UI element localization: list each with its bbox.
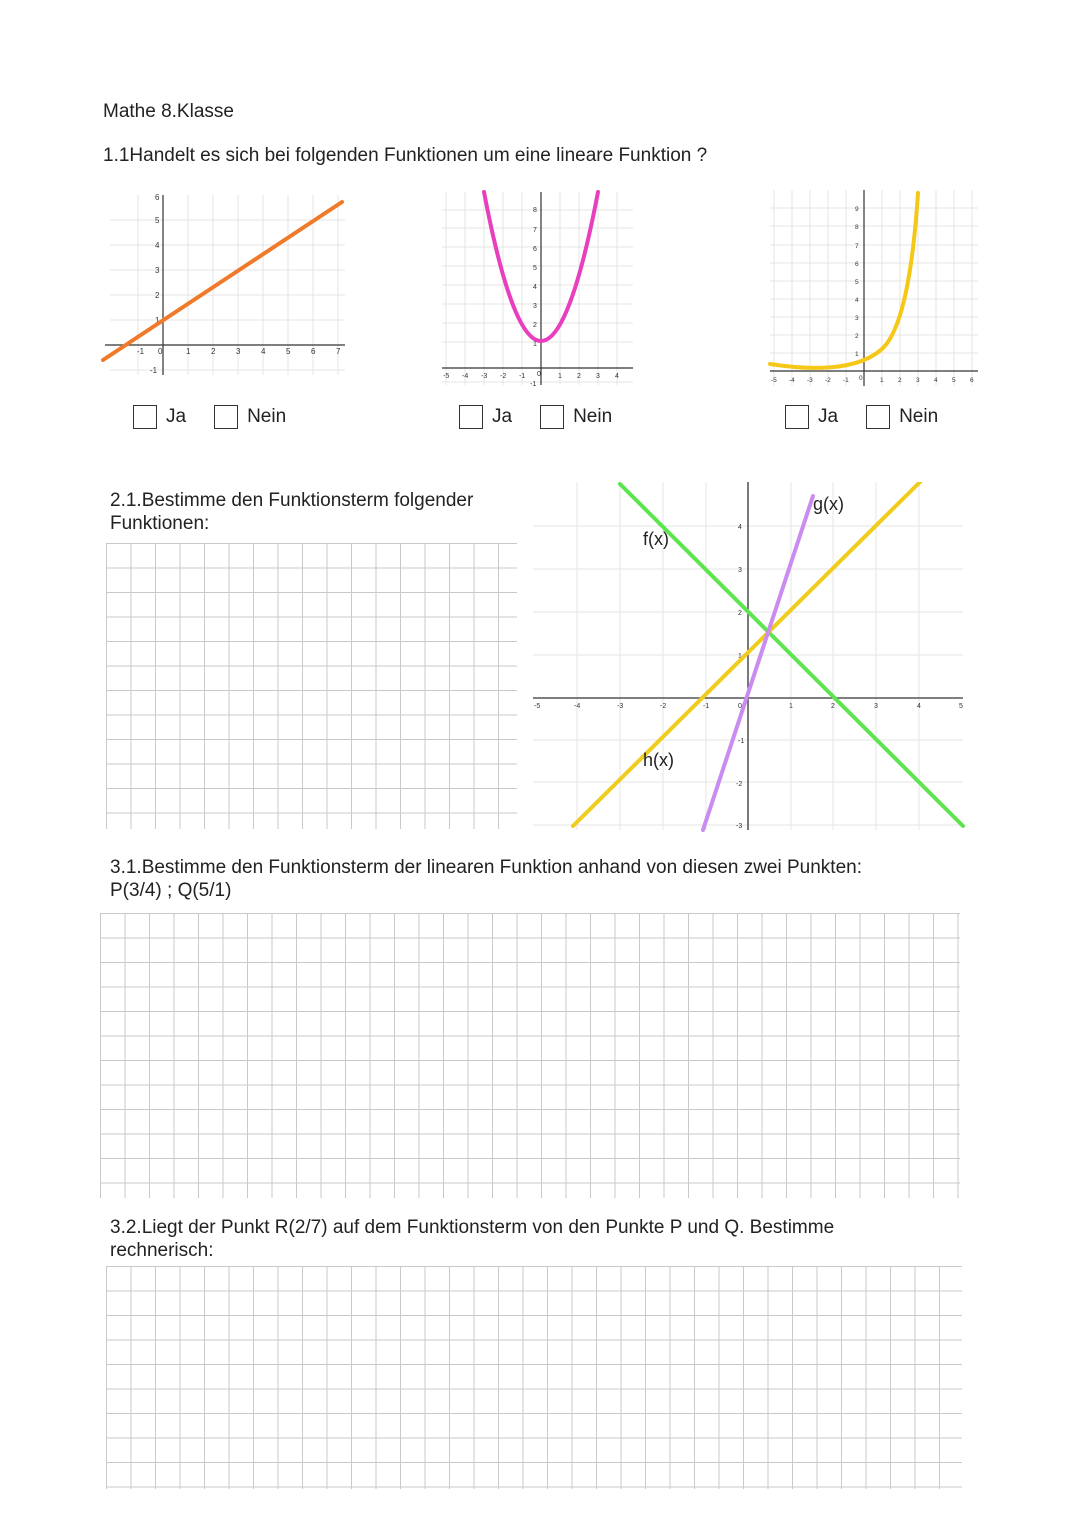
graph-exponential [768,188,980,390]
checkbox-label-yes: Ja [818,406,839,427]
tick-label: 2 [155,291,160,300]
checkbox-label-no: Nein [573,406,613,427]
tick-label: -1 [519,373,526,380]
tick-label: 7 [533,227,537,234]
tick-label: -4 [574,703,581,710]
answer-row-graph-2 [459,405,640,429]
tick-label: 4 [155,241,160,250]
checkbox-yes-graph-3[interactable] [785,405,809,429]
graph-parabola [440,190,635,390]
tick-label: -4 [789,377,795,384]
checkbox-label-yes: Ja [492,406,513,427]
tick-label: 4 [917,703,921,710]
tick-label: -1 [738,738,745,745]
tick-label: -2 [500,373,507,380]
tick-label: 1 [738,653,742,660]
tick-label: 0 [158,347,163,356]
tick-label: 3 [596,373,600,380]
tick-label: 3 [738,567,742,574]
tick-label: 5 [155,216,160,225]
answer-grid-2-1[interactable] [106,543,517,829]
function-g-line [703,496,813,830]
graph-linear [100,190,350,380]
tick-label: 2 [211,347,216,356]
tick-label: 6 [970,377,974,384]
tick-label: 3 [533,303,537,310]
question-3-1: 3.1.Bestimme den Funktionsterm der linearen Funktion anhand von diesen zwei Punkten: [110,857,862,878]
tick-label: -5 [534,703,541,710]
tick-label: 4 [615,373,619,380]
tick-label: -2 [825,377,831,384]
tick-label: 2 [898,377,902,384]
tick-label: 6 [855,261,859,268]
answer-row-graph-1 [133,405,314,429]
tick-label: 2 [831,703,835,710]
tick-label: -1 [843,377,849,384]
question-3-2: 3.2.Liegt der Punkt R(2/7) auf dem Funktionsterm von den Punkte P und Q. Bestimme [110,1217,835,1238]
tick-label: 5 [855,279,859,286]
question-3-1-points: P(3/4) ; Q(5/1) [110,880,232,901]
tick-label: -1 [703,703,710,710]
tick-label: -3 [807,377,813,384]
graph-functions-fgh [533,482,965,832]
tick-label: 3 [855,315,859,322]
label-h: h(x) [643,750,674,770]
tick-label: 9 [855,206,859,213]
checkbox-yes-graph-1[interactable] [133,405,157,429]
tick-label: 1 [789,703,793,710]
tick-label: -3 [481,373,488,380]
checkbox-label-no: Nein [247,406,287,427]
checkbox-no-graph-1[interactable] [214,405,238,429]
checkbox-no-graph-3[interactable] [866,405,890,429]
tick-label: 3 [155,266,160,275]
label-g: g(x) [813,494,844,514]
tick-label: 1 [186,347,191,356]
tick-label: 5 [952,377,956,384]
tick-label: 0 [738,703,742,710]
page-title: Mathe 8.Klasse [103,101,234,122]
question-1-1: 1.1Handelt es sich bei folgenden Funktionen um eine lineare Funktion ? [103,145,708,166]
tick-label: -1 [150,366,158,375]
tick-label: 6 [155,193,160,202]
tick-label: -2 [660,703,667,710]
tick-label: 8 [855,224,859,231]
tick-label: 4 [855,297,859,304]
tick-label: 4 [261,347,266,356]
tick-label: -5 [771,377,777,384]
tick-label: -1 [530,381,537,388]
tick-label: 8 [533,207,537,214]
tick-label: 3 [916,377,920,384]
tick-label: 2 [533,322,537,329]
tick-label: 2 [577,373,581,380]
tick-label: -1 [137,347,145,356]
tick-label: 7 [855,243,859,250]
tick-label: 2 [855,333,859,340]
answer-grid-3-1[interactable] [100,913,960,1198]
answer-grid-3-2[interactable] [106,1266,962,1489]
tick-label: 0 [859,375,863,382]
tick-label: 5 [286,347,291,356]
tick-label: 1 [155,316,160,325]
tick-label: 3 [874,703,878,710]
checkbox-label-no: Nein [899,406,939,427]
tick-label: 4 [934,377,938,384]
tick-label: 3 [236,347,241,356]
tick-label: 7 [336,347,341,356]
question-3-2-line2: rechnerisch: [110,1240,214,1261]
tick-label: 1 [855,351,859,358]
tick-label: 2 [738,610,742,617]
label-f: f(x) [643,529,669,549]
linear-curve [103,202,342,360]
answer-row-graph-3 [785,405,966,429]
question-2-1: 2.1.Bestimme den Funktionsterm folgender [110,490,474,511]
tick-label: 6 [533,246,537,253]
question-2-1-line2: Funktionen: [110,513,210,534]
tick-label: -4 [462,373,469,380]
tick-label: 1 [880,377,884,384]
tick-label: -5 [443,373,450,380]
checkbox-label-yes: Ja [166,406,187,427]
checkbox-no-graph-2[interactable] [540,405,564,429]
tick-label: 1 [558,373,562,380]
checkbox-yes-graph-2[interactable] [459,405,483,429]
tick-label: -2 [736,781,743,788]
tick-label: -3 [617,703,624,710]
tick-label: 0 [537,371,541,378]
tick-label: 5 [533,265,537,272]
tick-label: 6 [311,347,316,356]
tick-label: 4 [738,524,742,531]
tick-label: 4 [533,284,537,291]
tick-label: 1 [533,341,537,348]
tick-label: -3 [736,823,743,830]
tick-label: 5 [959,703,963,710]
